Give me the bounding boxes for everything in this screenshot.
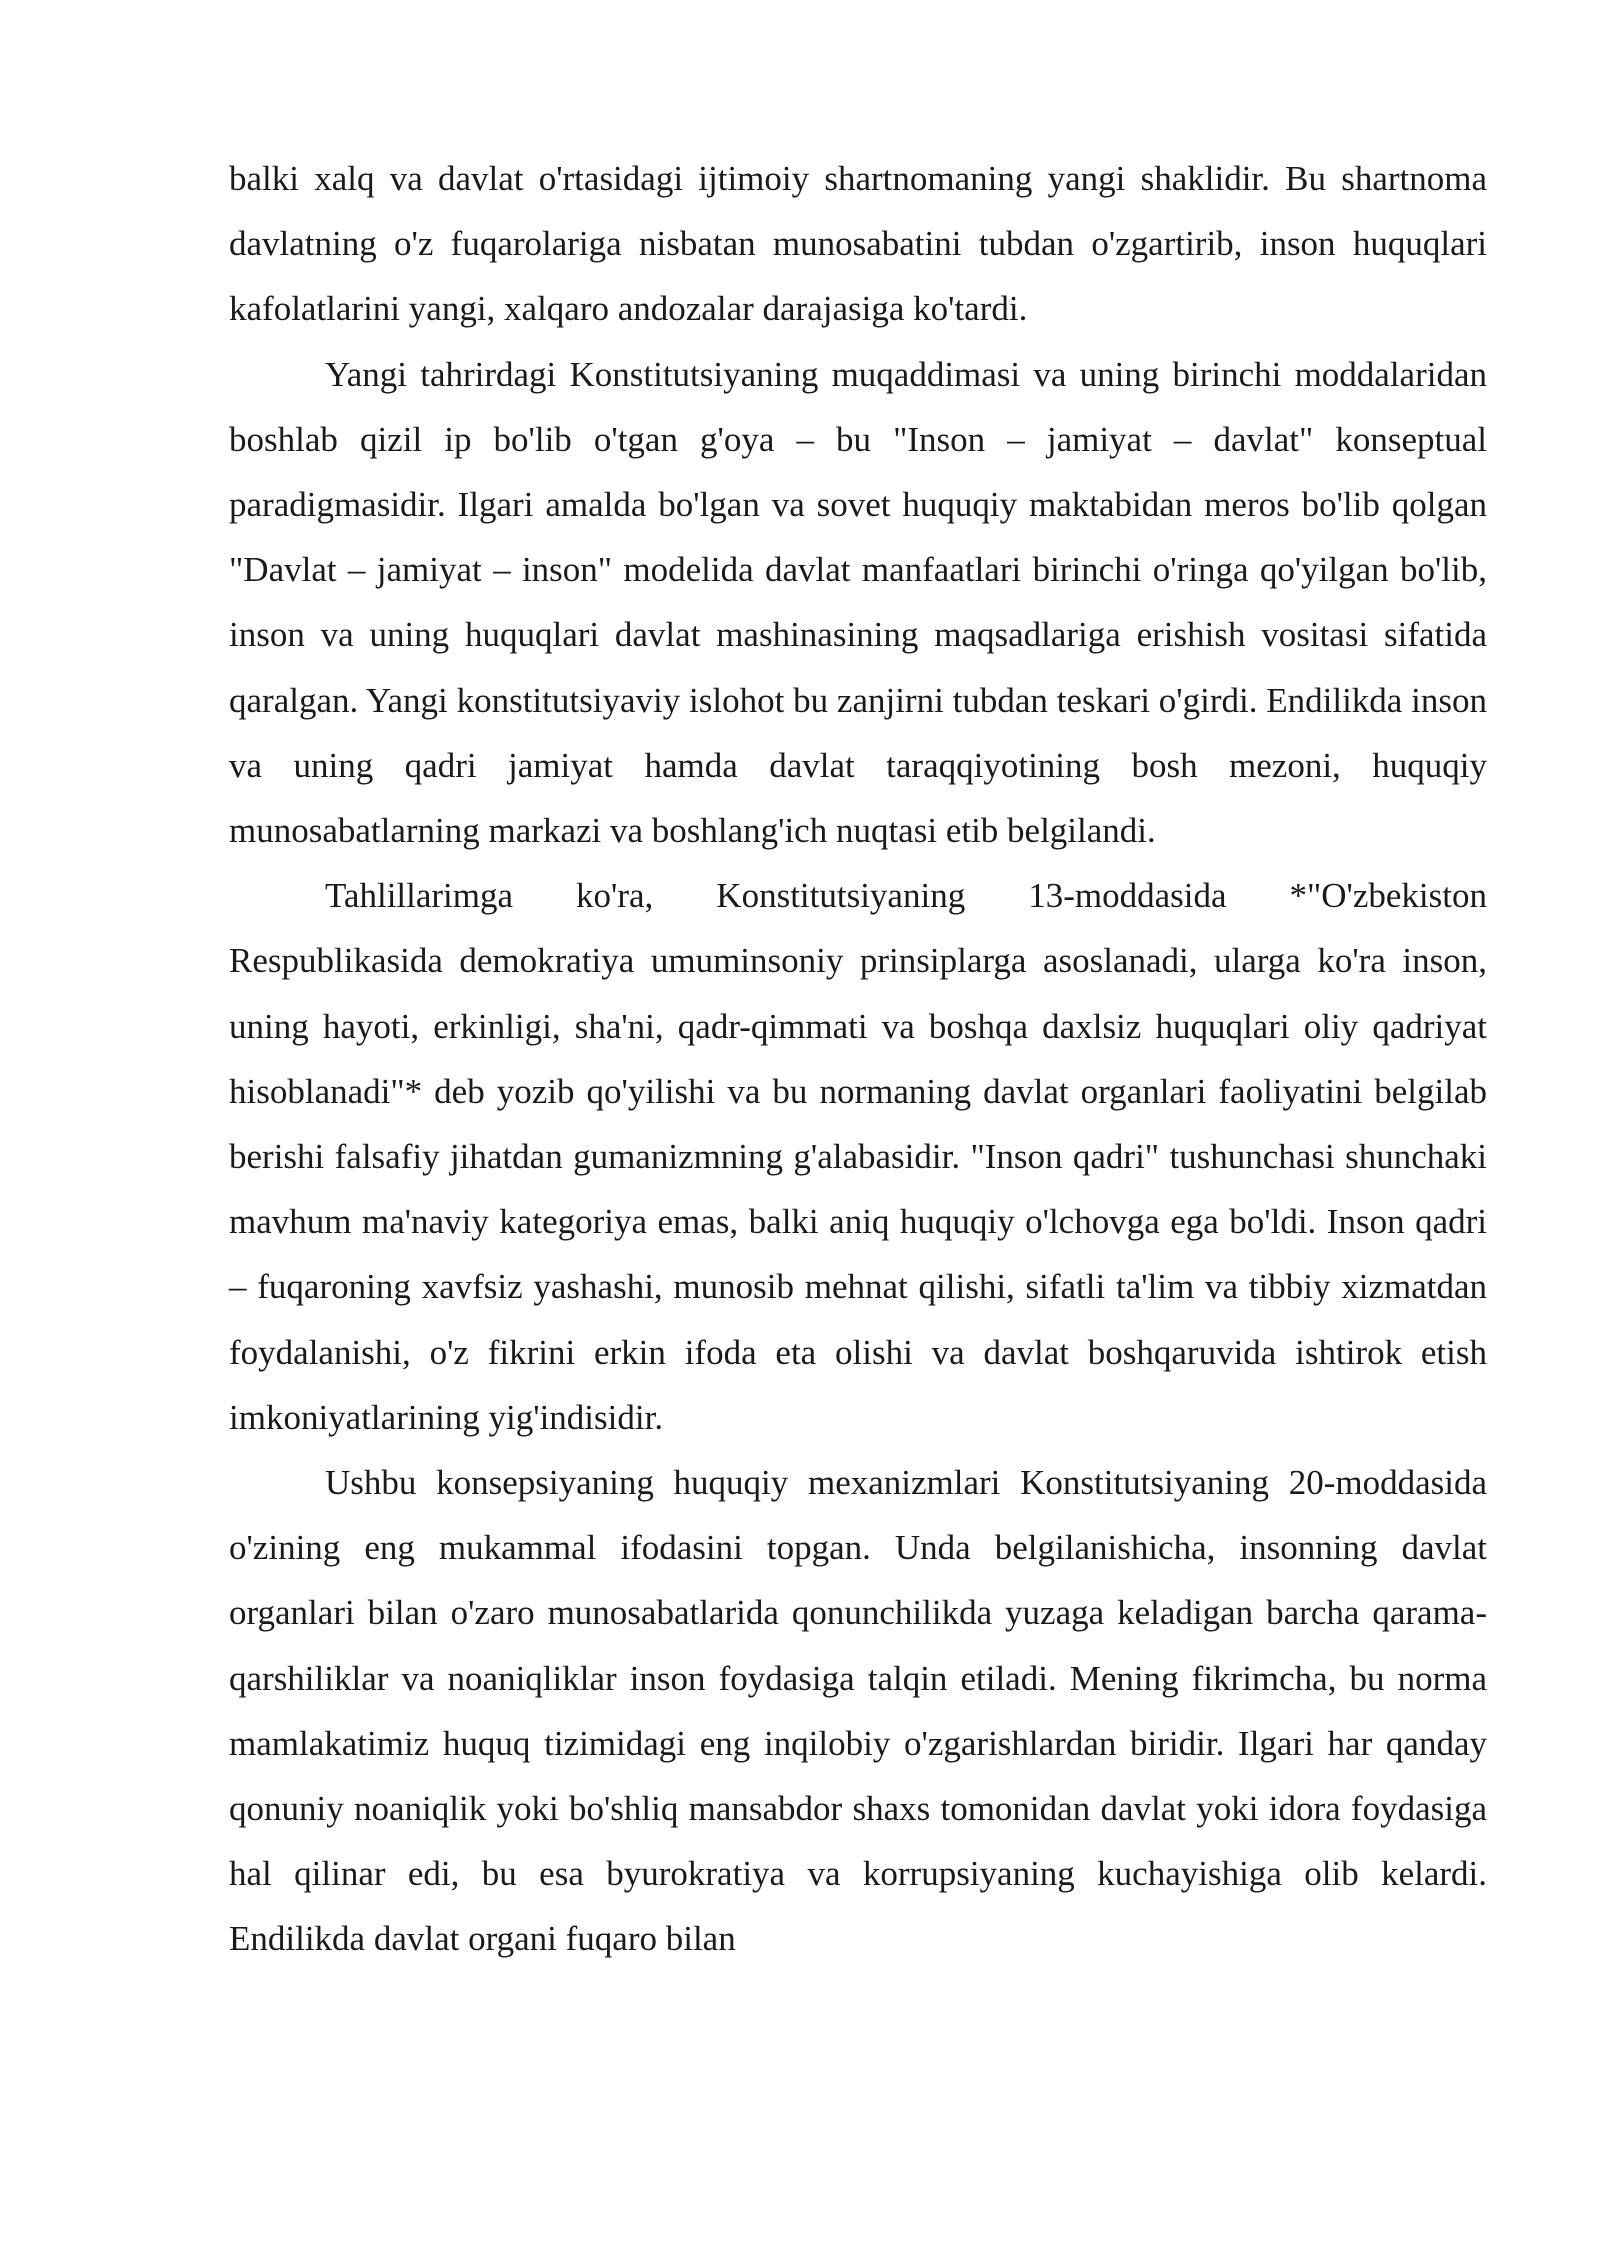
paragraph-continuation: balki xalq va davlat o'rtasidagi ijtimoiy shartnomaning yangi shaklidir. Bu shartnoma davlatning o'z fuqarolariga nisbatan munosabatini tubdan o'zgartirib, inson huquqlari kafolatlarini yangi, xalqaro andozalar darajasiga ko'tardi.	[229, 159, 1487, 329]
document-body	[229, 146, 1487, 1972]
paragraph-article-13: Tahlillarimga ko'ra, Konstitutsiyaning 13-moddasida *"O'zbekiston Respublikasida demokratiya umuminsoniy prinsiplarga asoslanadi, ularga ko'ra inson, uning hayoti, erkinligi, sha'ni, qadr-qimmati va boshqa daxlsiz huquqlari oliy qadriyat hisoblanadi"* deb yozib qo'yilishi va bu normaning davlat organlari faoliyatini belgilab berishi falsafiy jihatdan gumanizmning g'alabasidir. "Inson qadri" tushunchasi shunchaki mavhum ma'naviy kategoriya emas, balki aniq huquqiy o'lchovga ega bo'ldi. Inson qadri – fuqaroning xavfsiz yashashi, munosib mehnat qilishi, sifatli ta'lim va tibbiy xizmatdan foydalanishi, o'z fikrini erkin ifoda eta olishi va davlat boshqaruvida ishtirok etish imkoniyatlarining yig'indisidir.	[229, 876, 1487, 1437]
paragraph-paradigm: Yangi tahrirdagi Konstitutsiyaning muqaddimasi va uning birinchi moddalaridan boshlab qizil ip bo'lib o'tgan g'oya – bu "Inson – jamiyat – davlat" konseptual paradigmasidir. Ilgari amalda bo'lgan va sovet huquqiy maktabidan meros bo'lib qolgan "Davlat – jamiyat – inson" modelida davlat manfaatlari birinchi o'ringa qo'yilgan bo'lib, inson va uning huquqlari davlat mashinasining maqsadlariga erishish vositasi sifatida qaralgan. Yangi konstitutsiyaviy islohot bu zanjirni tubdan teskari o'girdi. Endilikda inson va uning qadri jamiyat hamda davlat taraqqiyotining bosh mezoni, huquqiy munosabatlarning markazi va boshlang'ich nuqtasi etib belgilandi.	[229, 354, 1487, 851]
paragraph-article-20: Ushbu konsepsiyaning huquqiy mexanizmlari Konstitutsiyaning 20-moddasida o'zining eng mukammal ifodasini topgan. Unda belgilanishicha, insonning davlat organlari bilan o'zaro munosabatlarida qonunchilikda yuzaga keladigan barcha qarama-qarshiliklar va noaniqliklar inson foydasiga talqin etiladi. Mening fikrimcha, bu norma mamlakatimiz huquq tizimidagi eng inqilobiy o'zgarishlardan biridir. Ilgari har qanday qonuniy noaniqlik yoki bo'shliq mansabdor shaxs tomonidan davlat yoki idora foydasiga hal qilinar edi, bu esa byurokratiya va korrupsiyaning kuchayishiga olib kelardi. Endilikda davlat organi fuqaro bilan	[229, 1463, 1487, 1959]
